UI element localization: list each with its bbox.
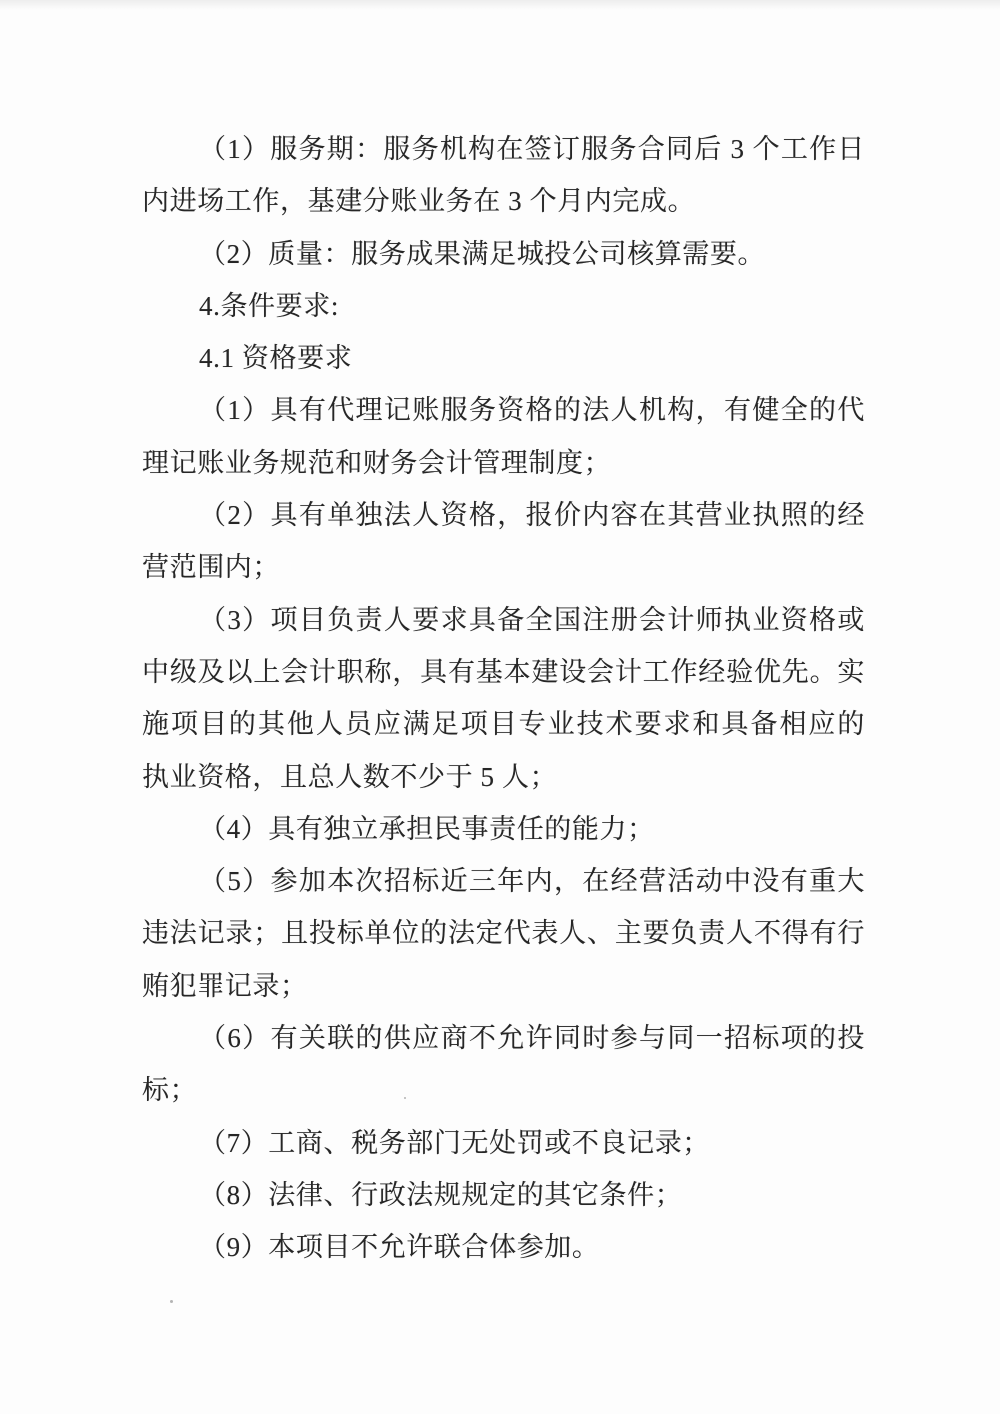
text-line: 4.1 资格要求 bbox=[199, 343, 353, 374]
text-line: 执业资格，且总人数不少于 5 人； bbox=[142, 761, 558, 792]
text-line: （1）服务期：服务机构在签订服务合同后 3 个工作日 bbox=[199, 134, 865, 164]
scan-speck bbox=[404, 1097, 406, 1099]
text-line: （6）有关联的供应商不允许同时参与同一招标项的投 bbox=[199, 1023, 865, 1054]
text-line: 营范围内； bbox=[142, 552, 280, 583]
text-line: （2）具有单独法人资格，报价内容在其营业执照的经 bbox=[199, 500, 865, 531]
text-line: 内进场工作，基建分账业务在 3 个月内完成。 bbox=[142, 186, 696, 217]
text-line: 贿犯罪记录； bbox=[142, 970, 308, 1001]
text-line: 施项目的其他人员应满足项目专业技术要求和具备相应的 bbox=[142, 709, 865, 740]
text-line: （3）项目负责人要求具备全国注册会计师执业资格或 bbox=[199, 604, 865, 635]
text-line: （9）本项目不允许联合体参加。 bbox=[199, 1232, 600, 1263]
text-line: （2）质量：服务成果满足城投公司核算需要。 bbox=[199, 238, 766, 269]
document-body bbox=[142, 123, 865, 1274]
text-line: （5）参加本次招标近三年内，在经营活动中没有重大 bbox=[199, 866, 865, 897]
text-line: （1）具有代理记账服务资格的法人机构，有健全的代 bbox=[199, 395, 865, 426]
text-line: 违法记录；且投标单位的法定代表人、主要负责人不得有行 bbox=[142, 918, 865, 949]
text-line: （4）具有独立承担民事责任的能力； bbox=[199, 813, 655, 844]
text-line: （8）法律、行政法规规定的其它条件； bbox=[199, 1179, 683, 1210]
text-line: 4.条件要求: bbox=[199, 290, 339, 321]
text-line: 标； bbox=[142, 1075, 198, 1106]
text-line: 理记账业务规范和财务会计管理制度； bbox=[142, 447, 612, 478]
scan-speck bbox=[170, 1300, 173, 1303]
scan-edge-shadow bbox=[0, 0, 1000, 10]
text-line: （7）工商、税务部门无处罚或不良记录； bbox=[199, 1127, 710, 1158]
text-line: 中级及以上会计职称，具有基本建设会计工作经验优先。实 bbox=[142, 656, 865, 687]
